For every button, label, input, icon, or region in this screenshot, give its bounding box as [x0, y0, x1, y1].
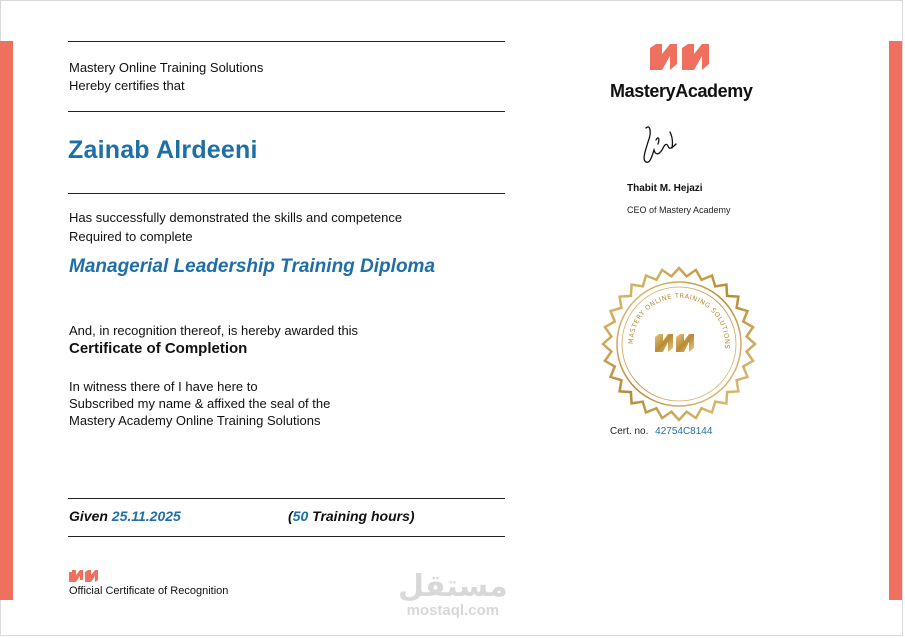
certificate-type: Certificate of Completion	[69, 340, 248, 357]
right-accent-bar	[889, 41, 902, 600]
divider-top	[68, 41, 505, 42]
brand-name: MasteryAcademy	[610, 81, 753, 101]
divider-name-bottom	[68, 193, 505, 194]
witness-line-2: Subscribed my name & affixed the seal of the	[69, 396, 331, 411]
given-row	[69, 508, 181, 524]
issuer-line: Mastery Online Training Solutions	[69, 60, 264, 75]
footer-text: Official Certificate of Recognition	[69, 585, 229, 597]
signature-icon	[636, 122, 684, 166]
cert-number	[610, 426, 712, 437]
witness-line-3: Mastery Academy Online Training Solutions	[69, 413, 321, 428]
gold-seal-icon	[601, 266, 757, 422]
signatory-title: CEO of Mastery Academy	[627, 205, 731, 215]
seal-ring-text: MASTERY ONLINE TRAINING SOLUTIONS	[626, 291, 732, 350]
small-logo-icon	[69, 570, 101, 582]
given-date: 25.11.2025	[111, 508, 181, 524]
cert-number-value: 42754C8144	[655, 426, 713, 437]
witness-line-1: In witness there of I have here to	[69, 379, 258, 394]
watermark-arabic: مستقل	[398, 569, 508, 604]
brand-logo-icon	[650, 44, 714, 70]
training-hours	[288, 508, 415, 524]
watermark	[398, 571, 508, 619]
hours-label: Training hours)	[312, 508, 415, 524]
recognition-line: And, in recognition thereof, is hereby awarded this	[69, 323, 359, 338]
program-name: Managerial Leadership Training Diploma	[69, 256, 436, 277]
divider-given-top	[68, 498, 505, 499]
watermark-latin: mostaql.com	[406, 602, 500, 619]
divider-given-bottom	[68, 536, 505, 537]
given-label: Given	[69, 508, 108, 524]
signatory-name: Thabit M. Hejazi	[627, 183, 703, 194]
required-line: Required to complete	[69, 229, 193, 244]
cert-number-label: Cert. no.	[610, 426, 649, 437]
left-accent-bar	[0, 41, 13, 600]
hours-open: (	[288, 508, 293, 524]
divider-name-top	[68, 111, 505, 112]
recipient-name: Zainab Alrdeeni	[68, 136, 258, 164]
hours-value: 50	[292, 508, 309, 524]
demonstrated-line: Has successfully demonstrated the skills and competence	[69, 210, 403, 225]
certifies-line: Hereby certifies that	[69, 78, 185, 93]
